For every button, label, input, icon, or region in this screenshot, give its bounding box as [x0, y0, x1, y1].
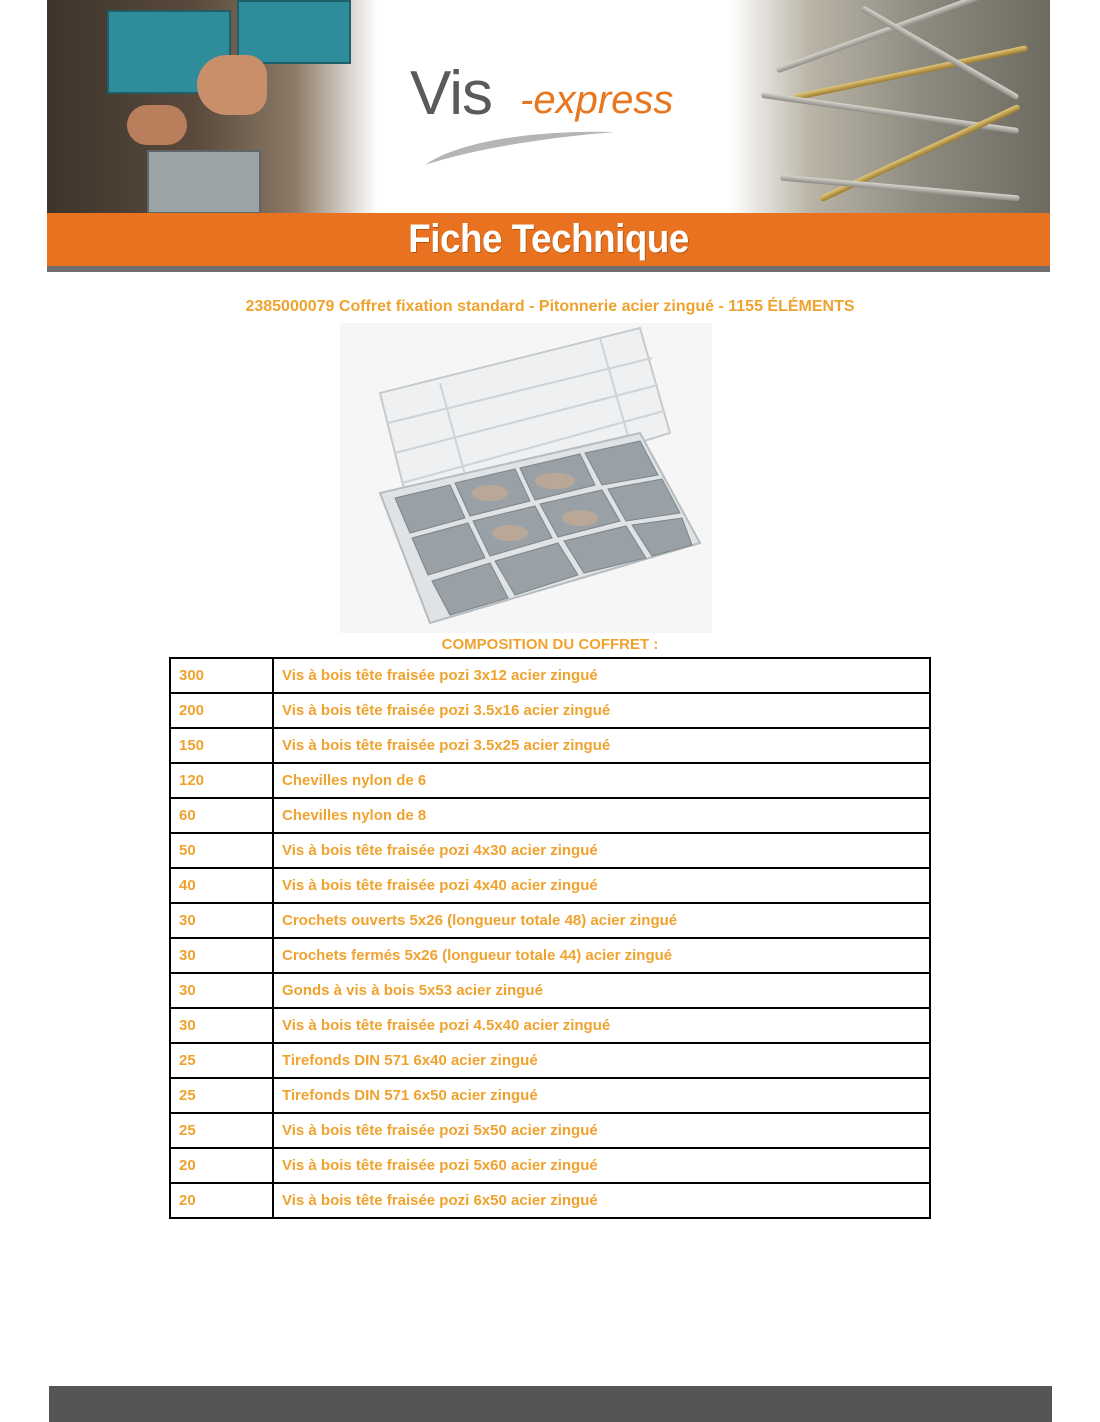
table-row — [170, 763, 930, 798]
table-row — [170, 693, 930, 728]
quantity-cell: 20 — [170, 1148, 273, 1183]
table-row — [170, 1148, 930, 1183]
description-cell: Vis à bois tête fraisée pozi 4.5x40 acier zingué — [273, 1008, 930, 1043]
quantity-cell: 50 — [170, 833, 273, 868]
table-row — [170, 728, 930, 763]
screws-photo — [730, 0, 1050, 213]
description-cell: Vis à bois tête fraisée pozi 4x30 acier zingué — [273, 833, 930, 868]
table-row — [170, 1183, 930, 1218]
product-image — [340, 323, 712, 633]
table-row — [170, 1043, 930, 1078]
quantity-cell: 25 — [170, 1078, 273, 1113]
quantity-cell: 60 — [170, 798, 273, 833]
header-divider — [47, 266, 1050, 272]
quantity-cell: 300 — [170, 658, 273, 693]
table-row — [170, 938, 930, 973]
description-cell: Vis à bois tête fraisée pozi 3x12 acier zingué — [273, 658, 930, 693]
table-row — [170, 1008, 930, 1043]
quantity-cell: 30 — [170, 903, 273, 938]
quantity-cell: 120 — [170, 763, 273, 798]
description-cell: Tirefonds DIN 571 6x50 acier zingué — [273, 1078, 930, 1113]
description-cell: Chevilles nylon de 6 — [273, 763, 930, 798]
composition-table — [169, 657, 931, 1219]
description-cell: Crochets fermés 5x26 (longueur totale 44) acier zingué — [273, 938, 930, 973]
vis-express-logo — [410, 58, 710, 168]
quantity-cell: 30 — [170, 938, 273, 973]
quantity-cell: 25 — [170, 1113, 273, 1148]
quantity-cell: 40 — [170, 868, 273, 903]
description-cell: Tirefonds DIN 571 6x40 acier zingué — [273, 1043, 930, 1078]
table-row — [170, 903, 930, 938]
table-row — [170, 833, 930, 868]
description-cell: Vis à bois tête fraisée pozi 4x40 acier zingué — [273, 868, 930, 903]
table-row — [170, 658, 930, 693]
banner-title: Fiche Technique — [408, 217, 689, 261]
description-cell: Vis à bois tête fraisée pozi 6x50 acier zingué — [273, 1183, 930, 1218]
table-row — [170, 1078, 930, 1113]
quantity-cell: 25 — [170, 1043, 273, 1078]
description-cell: Crochets ouverts 5x26 (longueur totale 48) acier zingué — [273, 903, 930, 938]
description-cell: Vis à bois tête fraisée pozi 5x60 acier zingué — [273, 1148, 930, 1183]
table-row — [170, 973, 930, 1008]
table-row — [170, 1113, 930, 1148]
quantity-cell: 30 — [170, 1008, 273, 1043]
fiche-technique-bar — [47, 213, 1050, 266]
quantity-cell: 30 — [170, 973, 273, 1008]
description-cell: Chevilles nylon de 8 — [273, 798, 930, 833]
description-cell: Vis à bois tête fraisée pozi 3.5x25 acier zingué — [273, 728, 930, 763]
table-row — [170, 868, 930, 903]
table-row — [170, 798, 930, 833]
description-cell: Gonds à vis à bois 5x53 acier zingué — [273, 973, 930, 1008]
header-banner — [47, 0, 1050, 213]
composition-title: COMPOSITION DU COFFRET : — [441, 636, 659, 653]
description-cell: Vis à bois tête fraisée pozi 5x50 acier zingué — [273, 1113, 930, 1148]
logo-swoosh-icon — [420, 120, 620, 170]
description-cell: Vis à bois tête fraisée pozi 3.5x16 acier zingué — [273, 693, 930, 728]
logo-sub-text: -express — [520, 78, 674, 122]
logo-main-text: Vis — [410, 59, 493, 128]
quantity-cell: 150 — [170, 728, 273, 763]
quantity-cell: 20 — [170, 1183, 273, 1218]
footer-bar — [49, 1386, 1052, 1422]
workshop-photo — [47, 0, 377, 213]
product-title: 2385000079 Coffret fixation standard - Pitonnerie acier zingué - 1155 ÉLÉMENTS — [245, 298, 855, 315]
quantity-cell: 200 — [170, 693, 273, 728]
